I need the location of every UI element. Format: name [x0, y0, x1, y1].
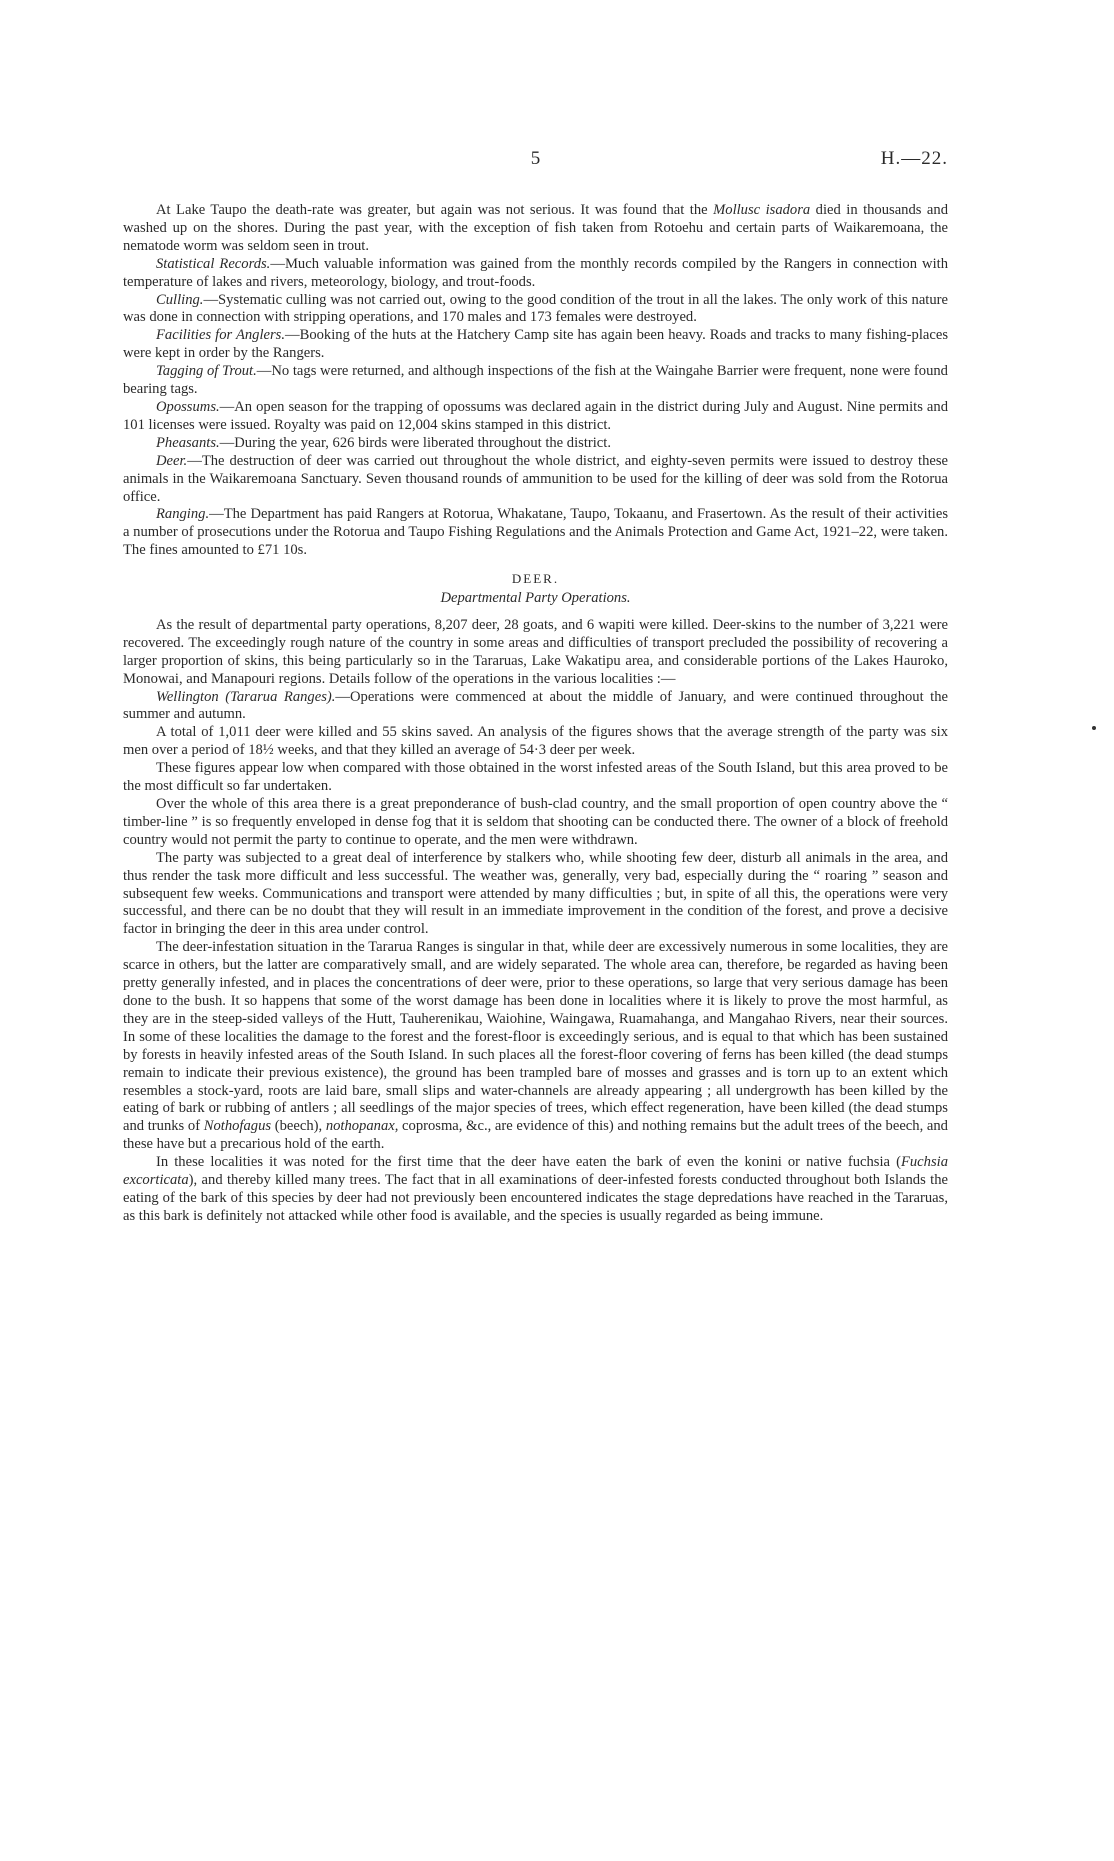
paragraph-deer: Deer.—The destruction of deer was carried out throughout the whole district, and eighty-seven permits were issued to destroy these animals in the Waikaremoana Sanctuary. Seven thousand rounds of ammunition to be used for the killing of deer was sold from the Rotorua office. — [123, 452, 948, 505]
rangers-report-section — [123, 202, 948, 560]
page-number: 5 — [530, 148, 541, 169]
paragraph-operations-summary: As the result of departmental party operations, 8,207 deer, 28 goats, and 6 wapiti were killed. Deer-skins to the number of 3,221 were recovered. The exceedingly rough nature of the country in some areas and difficulties of transport precluded the possibility of recovering a larger proportion of skins, this being particularly so in the Tararuas, Lake Wakatipu area, and considerable portions of the Lakes Hauroko, Monowai, and Manapouri regions. Details follow of the operations in the various localities :— — [123, 616, 948, 687]
report-reference: H.—22. — [880, 148, 948, 169]
document-page — [123, 150, 948, 1226]
paragraph-culling: Culling.—Systematic culling was not carried out, owing to the good condition of the trout in all the lakes. The only work of this nature was done in connection with stripping operations, and 170 males and 173 females were destroyed. — [123, 291, 948, 326]
paragraph-pheasants: Pheasants.—During the year, 626 birds were liberated throughout the district. — [156, 434, 611, 451]
section-title-deer: DEER. — [511, 571, 560, 587]
paragraph-figures-low: These figures appear low when compared with those obtained in the worst infested areas of the South Island, but this area proved to be the most difficult so far undertaken. — [123, 760, 948, 795]
paragraph-total-killed: A total of 1,011 deer were killed and 55 skins saved. An analysis of the figures shows that the average strength of the party was six men over a period of 18½ weeks, and that they killed an average of 54·3 deer per week. — [123, 724, 948, 759]
subsection-title-departmental-party: Departmental Party Operations. — [440, 590, 631, 607]
deer-operations-section — [123, 617, 948, 1226]
paragraph-ranging: Ranging.—The Department has paid Rangers at Rotorua, Whakatane, Taupo, Tokaanu, and Frasertown. As the result of their activities a number of prosecutions under the Rotorua and Taupo Fishing Regulations and the Animals Protection and Game Act, 1921–22, were taken. The fines amounted to £71 10s. — [123, 506, 948, 559]
paragraph-infestation-situation: The deer-infestation situation in the Tararua Ranges is singular in that, while deer are excessively numerous in some localities, they are scarce in others, but the latter are comparatively small, and are widely separated. The whole area can, therefore, be regarded as having been pretty generally infested, and in places the concentrations of deer were, prior to these operations, so large that very serious damage has been done to the bush. It so happens that some of the worst damage has been done in localities where it is likely to prove the most harmful, as they are in the steep-sided valleys of the Hutt, Tauherenikau, Waiohine, Waingawa, Ruamahanga, and Mangahao Rivers, near their sources. In some of these localities the damage to the forest and the forest-floor is exceedingly serious, and is equal to that which has been sustained by forests in heavily infested areas of the South Island. In such places all the forest-floor covering of ferns has been killed (the dead stumps remain to indicate their previous existence), the ground has been trampled bare of mosses and grasses and is torn up to an extent which resembles a stock-yard, roots are laid bare, small slips and water-channels are already appearing ; all undergrowth has been killed by the eating of bark or rubbing of antlers ; all seedlings of the major species of trees, which effect regeneration, have been killed (the dead stumps and trunks of Nothofagus (beech), nothopanax, coprosma, &c., are evidence of this) and nothing remains but the adult trees of the beech, and these have but a precarious hold of the earth. — [123, 939, 948, 1153]
stray-dot — [1092, 726, 1096, 730]
paragraph-statistical-records: Statistical Records.—Much valuable information was gained from the monthly records compiled by the Rangers in connection with temperature of lakes and rivers, meteorology, biology, and trout-foods. — [123, 255, 949, 290]
page-header — [123, 150, 948, 180]
paragraph-interference: The party was subjected to a great deal of interference by stalkers who, while shooting few deer, disturb all animals in the area, and thus render the task more difficult and less successful. The weather was, generally, very bad, especially during the “ roaring ” season and subsequent few weeks. Communications and transport were attended by many difficulties ; but, in spite of all this, the operations were very successful, and there can be no doubt that they will result in an immediate improvement in the condition of the forest, and prove a decisive factor in bringing the deer in this area under control. — [123, 849, 948, 938]
paragraph-bush-clad: Over the whole of this area there is a great preponderance of bush-clad country, and the small proportion of open country above the “ timber-line ” is so frequently enveloped in dense fog that it is seldom that shooting can be conducted there. The owner of a block of freehold country would not permit the party to continue to operate, and the men were withdrawn. — [123, 796, 948, 848]
paragraph-opossums: Opossums.—An open season for the trapping of opossums was declared again in the district during July and August. Nine permits and 101 licenses were issued. Royalty was paid on 12,004 skins stamped in this district. — [123, 398, 948, 433]
paragraph-tagging-of-trout: Tagging of Trout.—No tags were returned, and although inspections of the fish at the Waingahe Barrier were frequent, none were found bearing tags. — [123, 363, 948, 398]
paragraph-native-fuchsia: In these localities it was noted for the first time that the deer have eaten the bark of even the konini or native fuchsia (Fuchsia excorticata), and thereby killed many trees. The fact that in all examinations of deer-infested forests conducted throughout both Islands the eating of the bark of this species by deer had not previously been encountered indicates the stage depredations have reached in the Tararuas, as this bark is definitely not attacked while other food is available, and the species is usually regarded as being immune. — [123, 1154, 948, 1224]
paragraph-lake-taupo: At Lake Taupo the death-rate was greater, but again was not serious. It was found that the Mollusc isadora died in thousands and washed up on the shores. During the past year, with the exception of fish taken from Rotoehu and certain parts of Waikaremoana, the nematode worm was seldom seen in trout. — [123, 202, 948, 254]
paragraph-wellington-tararua: Wellington (Tararua Ranges).—Operations were commenced at about the middle of January, and were continued throughout the summer and autumn. — [123, 688, 948, 723]
paragraph-facilities-for-anglers: Facilities for Anglers.—Booking of the huts at the Hatchery Camp site has again been heavy. Roads and tracks to many fishing-places were kept in order by the Rangers. — [123, 327, 948, 362]
